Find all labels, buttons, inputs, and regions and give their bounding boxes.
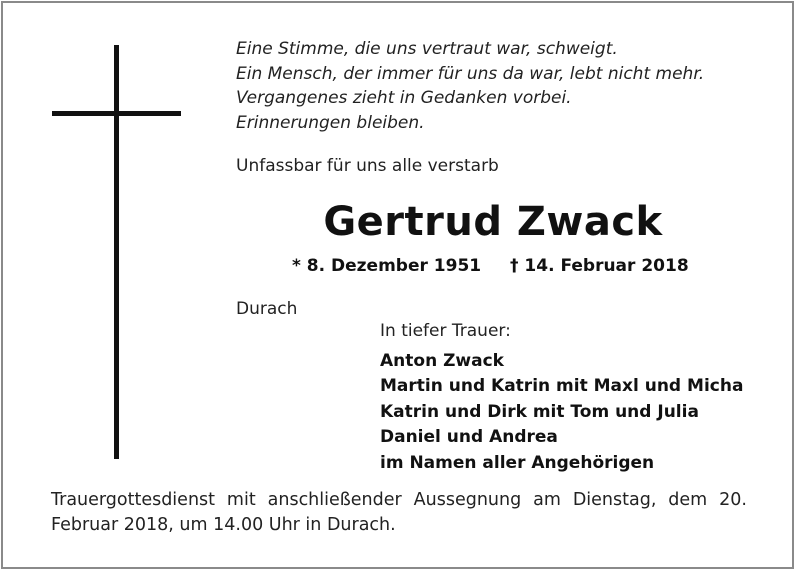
- funeral-service-notice: Trauergottesdienst mit anschließender Aussegnung am Dienstag, dem 20. Februar 2018, um 14.00 Uhr in Durach.: [51, 490, 747, 535]
- deceased-name: Gertrud Zwack: [323, 199, 663, 245]
- mourner-line: Katrin und Dirk mit Tom und Julia: [380, 401, 699, 422]
- mourning-label: In tiefer Trauer:: [380, 321, 511, 341]
- mourner-line: Anton Zwack: [380, 351, 504, 371]
- cross-vertical-bar: [114, 45, 119, 459]
- poem-line: Ein Mensch, der immer für uns da war, lebt nicht mehr.: [236, 63, 705, 84]
- mourners-list: [380, 349, 743, 476]
- birth-date: * 8. Dezember 1951: [292, 256, 482, 276]
- mourner-line: Martin und Katrin mit Maxl und Micha: [380, 376, 744, 397]
- mourner-line: Daniel und Andrea: [380, 427, 558, 448]
- cross-horizontal-bar: [52, 111, 181, 116]
- mourner-line: im Namen aller Angehörigen: [380, 452, 655, 473]
- poem-line: Vergangenes zieht in Gedanken vorbei.: [236, 88, 572, 109]
- memorial-poem: [236, 37, 704, 135]
- death-date: † 14. Februar 2018: [510, 256, 689, 276]
- poem-line: Erinnerungen bleiben.: [236, 112, 425, 133]
- place-of-residence: Durach: [236, 299, 298, 319]
- poem-line: Eine Stimme, die uns vertraut war, schweigt.: [236, 39, 618, 59]
- intro-text: Unfassbar für uns alle verstarb: [236, 156, 499, 176]
